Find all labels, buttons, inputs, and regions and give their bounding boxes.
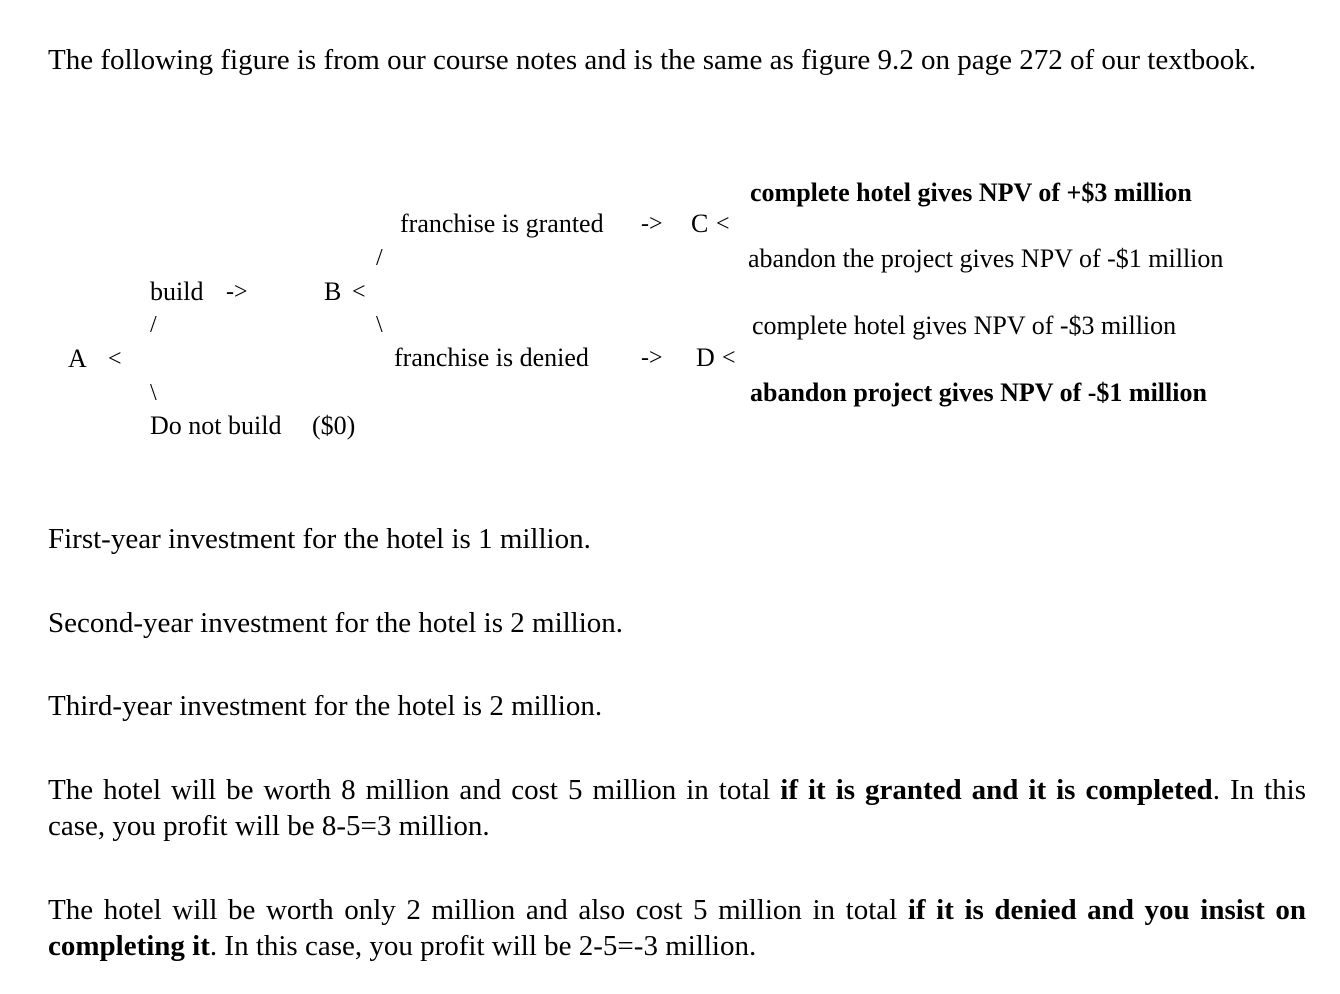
granted-case-condition: if it is granted and it is completed [780, 774, 1213, 806]
granted-case-paragraph [48, 772, 1306, 844]
intro-paragraph: The following figure is from our course notes and is the same as figure 9.2 on page 272 of our textbook. [48, 44, 1257, 76]
denied-case-condition: if it is denied and you insist on completing it [48, 894, 1306, 962]
denied-connector: \ [376, 312, 383, 338]
build-connector: / [150, 312, 157, 338]
node-c-label: C [691, 209, 709, 238]
build-arrow: -> [226, 279, 248, 305]
node-a-branch: < [108, 346, 122, 372]
granted-arrow: -> [641, 211, 663, 237]
franchise-denied-label: franchise is denied [394, 343, 589, 372]
outcome-c-complete: complete hotel gives NPV of +$3 million [750, 178, 1192, 207]
denied-case-paragraph [48, 892, 1306, 964]
outcome-d-complete: complete hotel gives NPV of -$3 million [752, 311, 1177, 340]
denied-case-text: The hotel will be worth only 2 million and also cost 5 million in total [48, 894, 908, 926]
second-year-paragraph: Second-year investment for the hotel is 2 million. [48, 607, 624, 639]
granted-connector: / [376, 245, 383, 271]
third-year-paragraph: Third-year investment for the hotel is 2 million. [48, 690, 603, 722]
denied-case-result: . In this case, you profit will be 2-5=-3 million. [209, 930, 757, 962]
node-a-label: A [68, 344, 87, 373]
first-year-paragraph: First-year investment for the hotel is 1 million. [48, 523, 591, 555]
node-d-label: D [696, 343, 715, 372]
franchise-granted-label: franchise is granted [400, 209, 604, 238]
do-not-build-value: ($0) [312, 411, 356, 440]
build-branch-label: build [150, 277, 204, 306]
node-c-branch: < [716, 211, 730, 237]
outcome-c-abandon: abandon the project gives NPV of -$1 million [748, 244, 1224, 273]
node-b-branch: < [352, 279, 366, 305]
granted-case-text: The hotel will be worth 8 million and cost 5 million in total [48, 774, 781, 806]
granted-case-result: . In this case, you profit will be 8-5=3 million. [48, 774, 1306, 842]
outcome-d-abandon: abandon project gives NPV of -$1 million [750, 378, 1207, 407]
denied-arrow: -> [641, 345, 663, 371]
do-not-build-connector: \ [150, 380, 157, 406]
do-not-build-label: Do not build [150, 411, 282, 440]
node-d-branch: < [722, 345, 736, 371]
node-b-label: B [324, 277, 342, 306]
